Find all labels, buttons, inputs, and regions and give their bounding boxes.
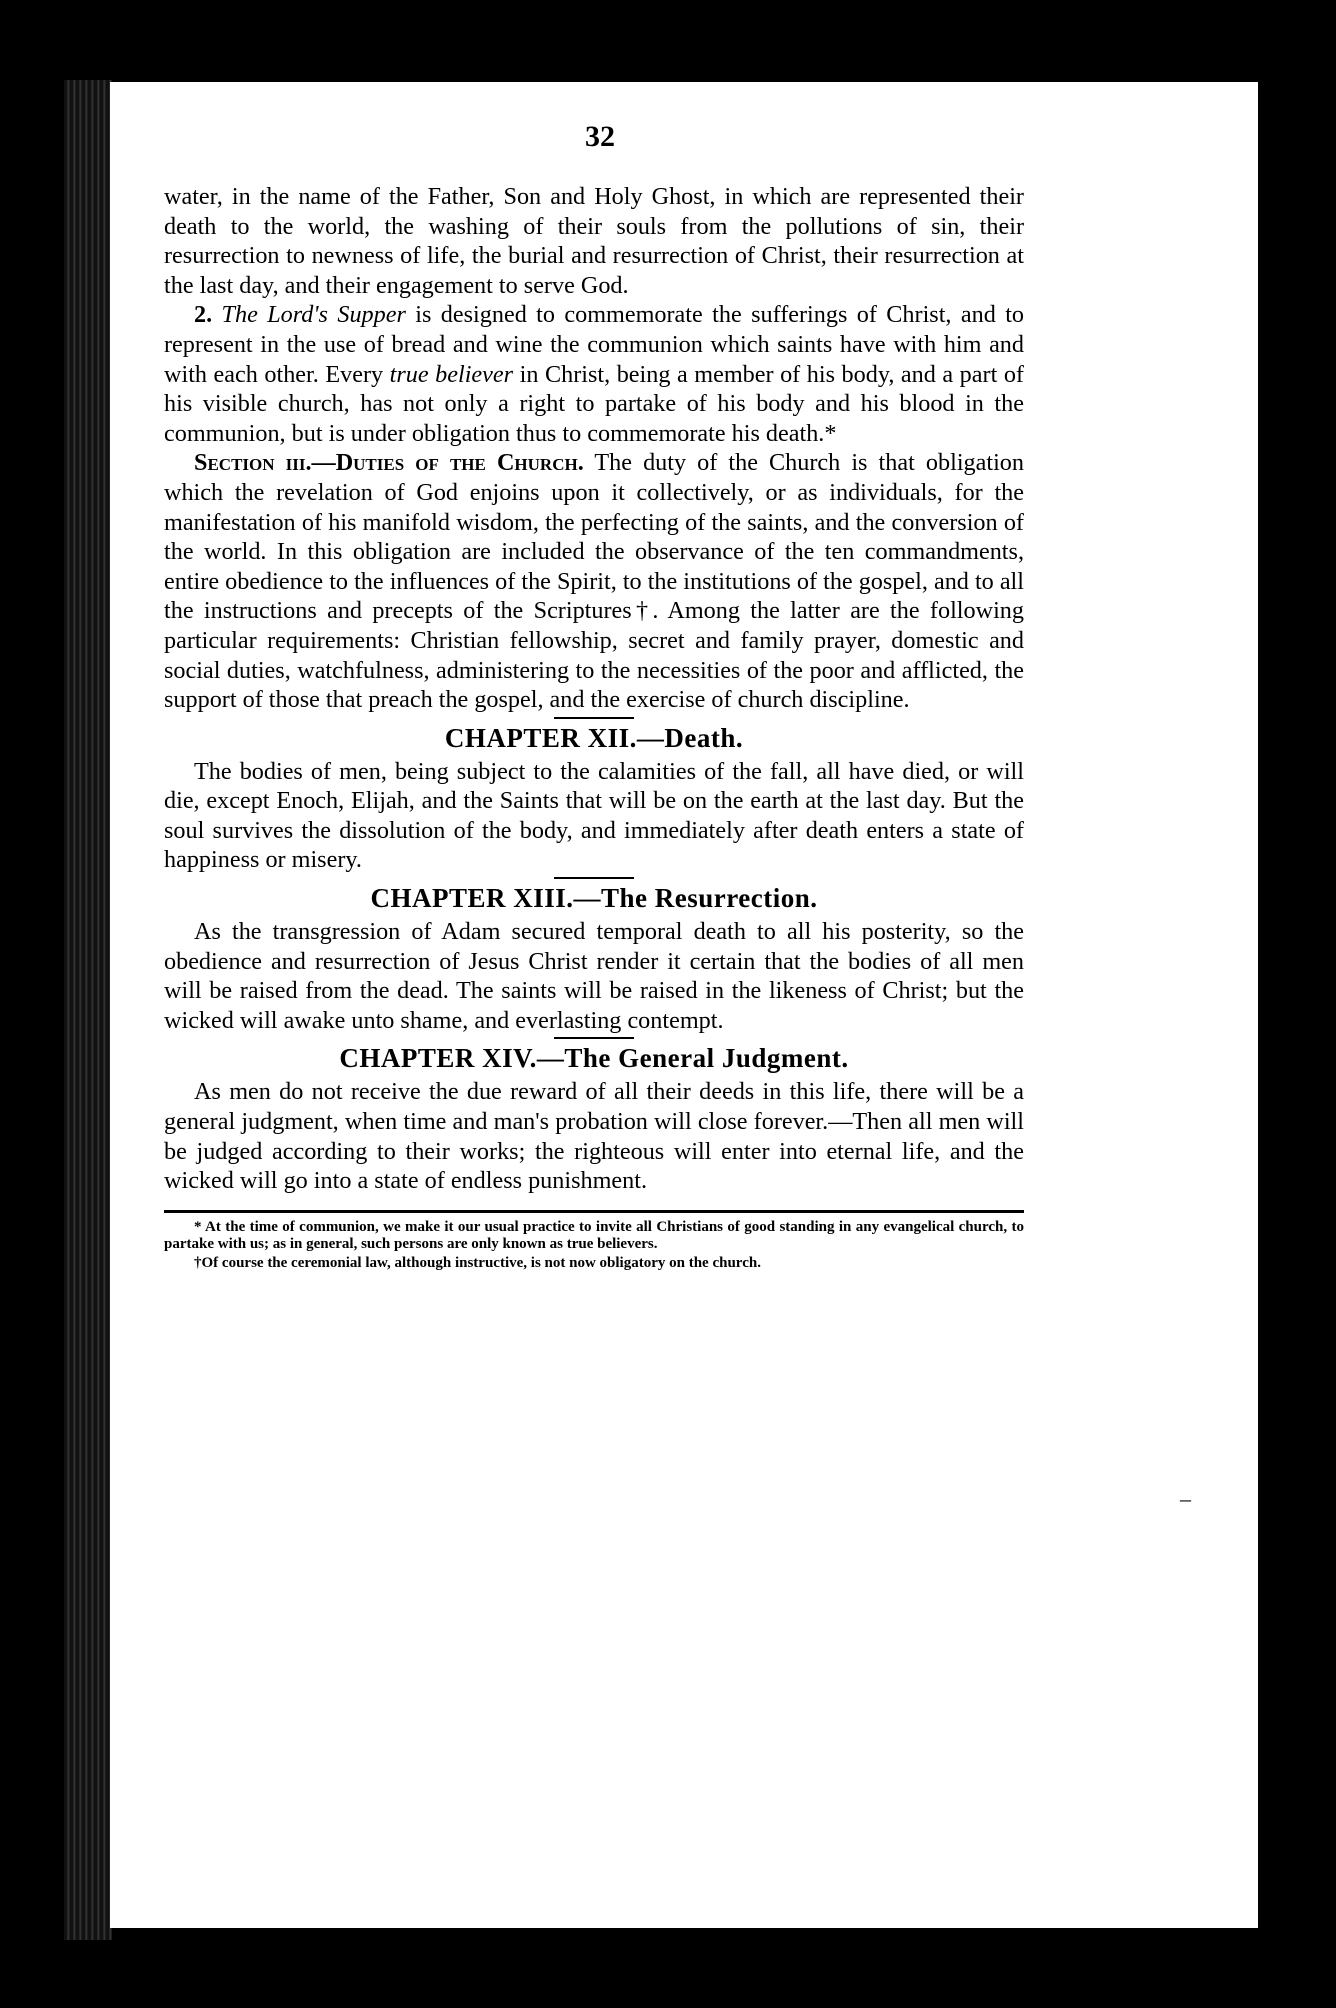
divider-rule (554, 717, 634, 719)
continuation-paragraph: water, in the name of the Father, Son and Holy Ghost, in which are represented their death to the world, the washing of their souls from the pollutions of sin, their resurrection to newness of life, the burial and resurrection of Christ, their resurrection at the last day, and their engagement to serve God. (164, 183, 1024, 299)
footnote-rule (164, 1210, 1024, 1213)
section-iii-heading: Section iii.—Duties of the Church. (194, 449, 584, 477)
chapter-xiii-heading: CHAPTER XIII.—The Resurrection. (370, 883, 818, 914)
chapter-xii-text: The bodies of men, being subject to the calamities of the fall, all have died, or will die, except Enoch, Elijah, and the Saints that will be on the earth at the last day. But the soul survives the dissolution of the body, and immediately after death enters a state of happiness or misery. (164, 757, 1024, 874)
lords-supper-text-b: in Christ, being a member of his body, and a part of his visible church, has not only a right to partake of his body and his blood in the communion, but is under obligation thus to commemorate his death.* (164, 360, 1024, 447)
divider-rule (554, 877, 634, 879)
body-text (164, 182, 1024, 1274)
chapter-xiv-heading: CHAPTER XIV.—The General Judgment. (339, 1043, 849, 1074)
margin-tick-mark: – (1180, 1486, 1191, 1511)
lords-supper-paragraph (164, 300, 1024, 448)
chapter-xiii-text: As the transgression of Adam secured temporal death to all his posterity, so the obedience and resurrection of Jesus Christ render it certain that the bodies of all men will be raised from the dead. The saints will be raised in the likeness of Christ; but the wicked will awake unto shame, and everlasting contempt. (164, 918, 1024, 1034)
lords-supper-text-a: is designed to commemorate the sufferings of Christ, and to represent in the use of bread and wine the communion which saints have with him and with each other. Every (164, 301, 1025, 388)
page-number: 32 (585, 120, 615, 153)
lords-supper-title: The Lord's Supper (221, 301, 406, 329)
book-spine-edge (64, 80, 112, 1940)
footnote-ceremonial-law: †Of course the ceremonial law, although instructive, is not now obligatory on the church. (194, 1254, 761, 1271)
paragraph-number: 2. (194, 301, 213, 329)
chapter-xiv-text: As men do not receive the due reward of all their deeds in this life, there will be a general judgment, when time and man's probation will close forever.—Then all men will be judged according to their works; the righteous will enter into eternal life, and the wicked will go into a state of endless punishment. (164, 1078, 1024, 1195)
section-iii-paragraph (164, 448, 1024, 714)
footnote-communion: * At the time of communion, we make it our usual practice to invite all Christians of good standing in any evangelical church, to partake with us; as in general, such persons are only known as true believers. (164, 1218, 1024, 1252)
true-believer-emphasis: true believer (389, 360, 514, 388)
divider-rule (554, 1037, 634, 1039)
chapter-xii-heading: CHAPTER XII.—Death. (444, 722, 744, 753)
section-iii-text: The duty of the Church is that obligation which the revelation of God enjoins upon it collectively, or as individuals, for the manifestation of his manifold wisdom, the perfecting of the saints, and the conversion of the world. In this obligation are included the observance of the ten commandments, entire obedience to the influences of the Spirit, to the institutions of the gospel, and to all the instructions and precepts of the Scriptures†. Among the latter are the following particular requirements: Christian fellowship, secret and family prayer, domestic and social duties, watchfulness, administering to the necessities of the poor and afflicted, the support of those that preach the gospel, and the exercise of church discipline. (164, 449, 1024, 714)
footnotes (164, 1219, 1024, 1272)
